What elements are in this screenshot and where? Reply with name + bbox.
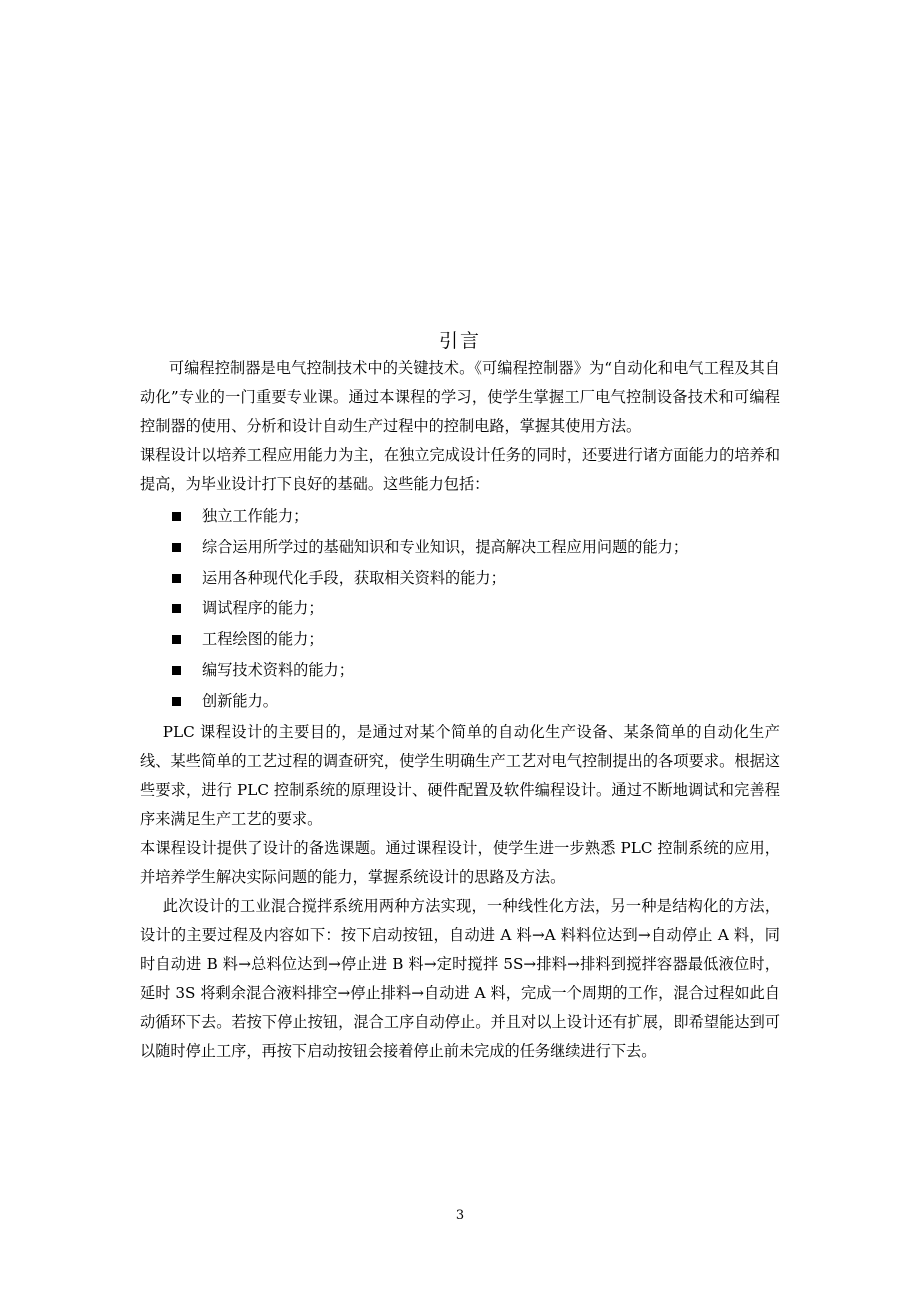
bullet-square-icon: [172, 574, 181, 583]
list-item-text: 创新能力。: [202, 691, 278, 710]
list-item-text: 编写技术资料的能力；: [202, 660, 354, 679]
bullet-square-icon: [172, 666, 181, 675]
paragraph-purpose: PLC 课程设计的主要目的，是通过对某个简单的自动化生产设备、某条简单的自动化生产线、某些简单的工艺过程的调查研究，使学生明确生产工艺对电气控制提出的各项要求。根据这些要求，进行 PLC 控制系统的原理设计、硬件配置及软件编程设计。通过不断地调试和完善程序来满足生产工艺的要求。: [140, 722, 780, 828]
bullet-square-icon: [172, 635, 181, 644]
bullet-square-icon: [172, 512, 181, 521]
paragraph-design: 此次设计的工业混合搅拌系统用两种方法实现，一种线性化方法，另一种是结构化的方法，设计的主要过程及内容如下：按下启动按钮，自动进 A 料→A 料料位达到→自动停止 A 料，同时自动进 B 料→总料位达到→停止进 B 料→定时搅拌 5S→排料→排料到搅拌容器最低液位时，延时 3S 将剩余混合液料排空→停止排料→自动进 A 料，完成一个周期的工作，混合过程如此自动循环下去。若按下停止按钮，混合工序自动停止。并且对以上设计还有扩展，即希望能达到可以随时停止工序，再按下启动按钮会接着停止前未完成的任务继续进行下去。: [140, 896, 780, 1060]
paragraph-abilities: 课程设计以培养工程应用能力为主，在独立完成设计任务的同时，还要进行诸方面能力的培养和提高，为毕业设计打下良好的基础。这些能力包括：: [140, 446, 780, 493]
list-item: [140, 532, 780, 563]
bullet-square-icon: [172, 543, 181, 552]
list-item-text: 工程绘图的能力；: [202, 630, 324, 649]
list-item: [140, 501, 780, 532]
paragraph-topics: 本课程设计提供了设计的备选课题。通过课程设计，使学生进一步熟悉 PLC 控制系统的应用，并培养学生解决实际问题的能力，掌握系统设计的思路及方法。: [140, 838, 780, 886]
abilities-list: [140, 501, 780, 717]
section-heading: 引言: [438, 330, 481, 352]
list-item-text: 运用各种现代化手段，获取相关资料的能力；: [202, 568, 506, 587]
paragraph-intro: 可编程控制器是电气控制技术中的关键技术。《可编程控制器》为“自动化和电气工程及其自动化”专业的一门重要专业课。通过本课程的学习，使学生掌握工厂电气控制设备技术和可编程控制器的使用、分析和设计自动生产过程中的控制电路，掌握其使用方法。: [140, 359, 780, 435]
list-item: [140, 624, 780, 655]
bullet-square-icon: [172, 604, 181, 613]
list-item-text: 独立工作能力；: [202, 507, 309, 525]
list-item: [140, 593, 780, 624]
list-item-text: 调试程序的能力；: [202, 599, 324, 618]
list-item: [140, 686, 780, 717]
list-item: [140, 655, 780, 686]
body-text: [140, 354, 780, 1066]
page-number: 3: [455, 1208, 465, 1223]
list-item-text: 综合运用所学过的基础知识和专业知识，提高解决工程应用问题的能力；: [202, 537, 688, 556]
list-item: [140, 563, 780, 594]
bullet-square-icon: [172, 697, 181, 706]
